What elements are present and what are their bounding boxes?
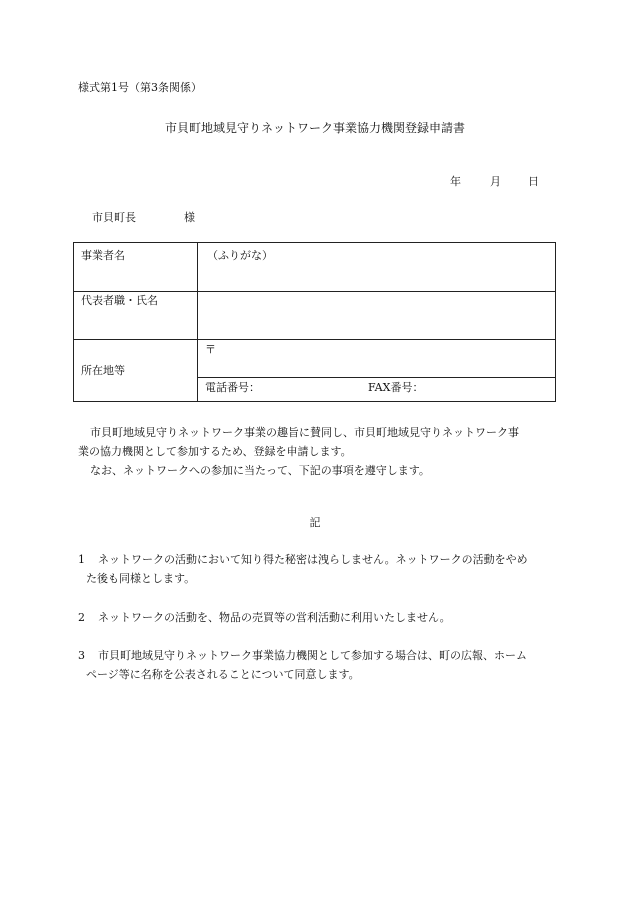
- address-label: 所在地等: [81, 364, 125, 377]
- fax-label: FAX番号：: [368, 381, 424, 394]
- item-1-line-2: た後も同様とします。: [86, 572, 196, 585]
- representative-field[interactable]: [202, 295, 552, 335]
- address-field[interactable]: [222, 343, 552, 373]
- item-1-line-1: ネットワークの活動において知り得た秘密は洩らしません。ネットワークの活動をやめ: [98, 553, 528, 566]
- application-table: [73, 242, 556, 402]
- phone-field[interactable]: [264, 380, 364, 396]
- paragraph-1-line-1: 市貝町地域見守りネットワーク事業の趣旨に賛同し、市貝町地域見守りネットワーク事: [90, 426, 519, 439]
- addressee-suffix: 様: [184, 211, 195, 224]
- item-3-line-2: ページ等に名称を公表されることについて同意します。: [86, 668, 360, 681]
- phone-label: 電話番号：: [205, 381, 260, 394]
- table-row-divider: [197, 377, 555, 378]
- date-month-label: 月: [490, 175, 501, 188]
- item-1-number: 1: [78, 553, 85, 566]
- paragraph-2: なお、ネットワークへの参加に当たって、下記の事項を遵守します。: [90, 464, 430, 477]
- postal-mark: 〒: [205, 343, 216, 356]
- table-row-divider: [74, 291, 555, 292]
- form-number: 様式第1号（第3条関係）: [78, 81, 202, 94]
- business-name-label: 事業者名: [81, 249, 125, 262]
- table-row-divider: [74, 339, 555, 340]
- document-title: 市貝町地域見守りネットワーク事業協力機関登録申請書: [164, 121, 465, 135]
- fax-field[interactable]: [424, 380, 549, 396]
- item-2-number: 2: [78, 611, 85, 624]
- item-3-line-1: 市貝町地域見守りネットワーク事業協力機関として参加する場合は、町の広報、ホーム: [98, 649, 527, 662]
- item-2-line-1: ネットワークの活動を、物品の売買等の営利活動に利用いたしません。: [98, 611, 451, 624]
- item-3-number: 3: [78, 649, 85, 662]
- addressee-name: 市貝町長: [92, 211, 136, 224]
- representative-label: 代表者職・氏名: [81, 294, 158, 307]
- notes-heading: 記: [309, 516, 321, 529]
- furigana-label: （ふりがな）: [207, 249, 273, 262]
- paragraph-1-line-2: 業の協力機関として参加するため、登録を申請します。: [78, 445, 352, 458]
- business-name-field[interactable]: [202, 263, 552, 289]
- date-day-label: 日: [528, 175, 539, 188]
- date-year-label: 年: [450, 175, 461, 188]
